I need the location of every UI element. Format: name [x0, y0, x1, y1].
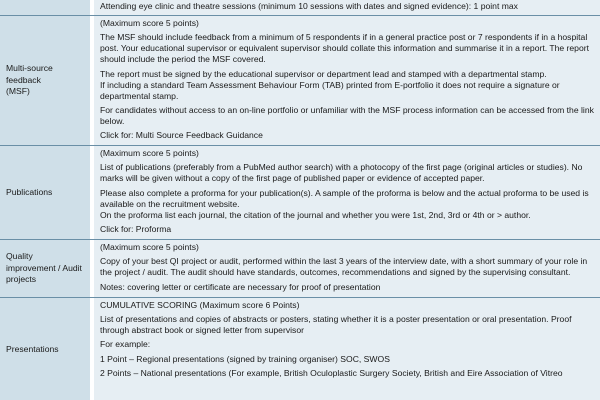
presentations-national-point: 2 Points – National presentations (For example, British Oculoplastic Surgery Society, British and Eire Association of Vitreo [100, 367, 563, 378]
presentations-list-text: List of presentations and copies of abstracts or posters, stating whether it is a poster presentation or oral presentation. Proof through abstract book or signed letter from supervisor [100, 313, 572, 335]
presentations-example-heading: For example: [100, 339, 151, 350]
msf-signature-text: The report must be signed by the educational supervisor or department lead and stamped with a departmental stamp. [100, 68, 547, 79]
presentations-max-score: CUMULATIVE SCORING (Maximum score 6 Points) [100, 299, 300, 310]
row-content-cell [94, 240, 600, 298]
publications-max-score: (Maximum score 5 points) [100, 148, 199, 159]
publications-citation-text: On the proforma list each journal, the citation of the journal and whether you were 1st, 2nd, 3rd or 4th or > author. [100, 209, 531, 220]
msf-max-score: (Maximum score 5 points) [100, 18, 199, 28]
publications-proforma-text: Please also complete a proforma for your publication(s). A sample of the proforma is below and the actual proforma to be used is available on the recruitment website. [100, 187, 589, 209]
table-row-quality-improvement [0, 240, 600, 298]
presentations-regional-point: 1 Point – Regional presentations (signed by training organiser) SOC, SWOS [100, 353, 390, 364]
row-content-cell [94, 0, 600, 16]
row-label-cell [0, 0, 90, 16]
table-row-eye-clinic [0, 0, 600, 16]
row-content-cell [94, 146, 600, 240]
row-label-msf: Multi-source feedback (MSF) [6, 63, 53, 97]
msf-tab-form-text: If including a standard Team Assessment Behaviour Form (TAB) printed from E-portfolio it does not require a signature or departmental stamp. [100, 79, 560, 101]
table-row-msf [0, 16, 600, 146]
row-label-cell [0, 146, 90, 240]
eye-clinic-criterion: Attending eye clinic and theatre sessions (minimum 10 sessions with dates and signed evidence): 1 point max [100, 1, 518, 11]
row-content-cell [94, 297, 600, 400]
row-label-quality-improvement: Quality improvement / Audit projects [6, 251, 82, 285]
table-row-publications [0, 146, 600, 240]
row-label-cell [0, 297, 90, 400]
msf-online-portfolio-text: For candidates without access to an on-line portfolio or unfamiliar with the MSF process information can be accessed from the link below. [100, 104, 594, 126]
row-label-publications: Publications [6, 186, 53, 197]
row-content-cell [94, 16, 600, 146]
msf-respondents-text: The MSF should include feedback from a minimum of 5 respondents if in a general practice post or 7 respondents if in a hospital post. Your educational supervisor or equivalent supervisor should collate this information and summarise it in a report. The report should include the period the MSF covered. [100, 32, 589, 65]
table-row-presentations [0, 297, 600, 400]
publications-list-text: List of publications (preferably from a PubMed author search) with a photocopy of the first page (original articles or studies). No marks will be given without a copy of the first page of published paper or evidence of accepted paper. [100, 162, 583, 184]
msf-guidance-link[interactable]: Click for: Multi Source Feedback Guidance [100, 130, 263, 141]
quality-project-text: Copy of your best QI project or audit, performed within the last 3 years of the interview date, with a short summary of your role in the project / audit. The audit should have standards, outcomes, recommendations and signed by the supervising consultant. [100, 256, 588, 278]
quality-max-score: (Maximum score 5 points) [100, 242, 199, 253]
proforma-link[interactable]: Click for: Proforma [100, 224, 172, 235]
row-label-cell [0, 240, 90, 298]
row-label-cell [0, 16, 90, 146]
quality-notes-text: Notes: covering letter or certificate are necessary for proof of presentation [100, 281, 381, 292]
row-label-presentations: Presentations [6, 344, 59, 355]
